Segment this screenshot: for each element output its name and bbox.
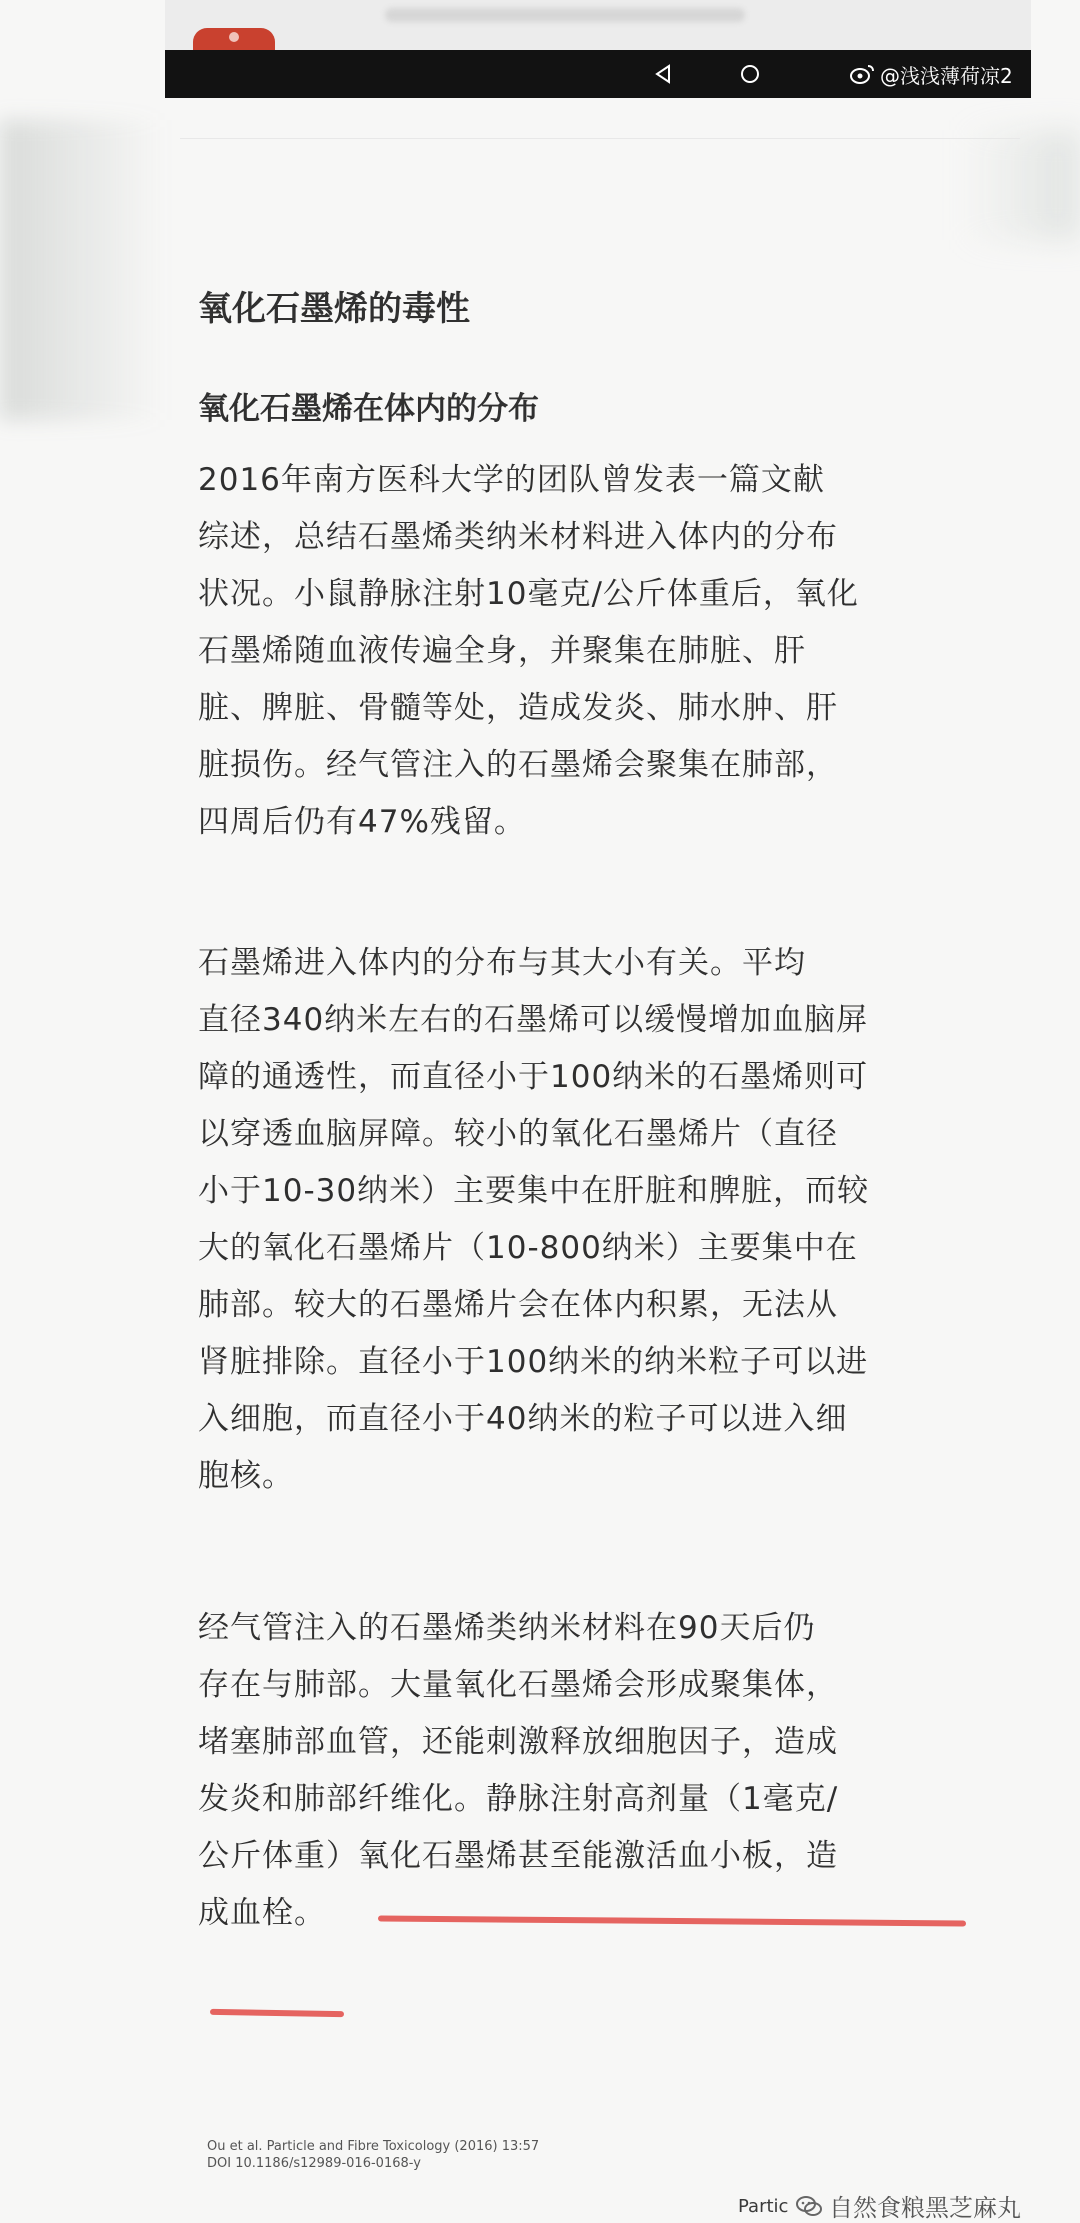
home-icon[interactable]	[738, 62, 762, 86]
top-preview-bar	[165, 0, 1031, 50]
weibo-icon	[848, 62, 876, 86]
article-title: 氧化石墨烯的毒性	[198, 288, 470, 329]
highlight-underline-2	[210, 2009, 344, 2017]
article-subtitle: 氧化石墨烯在体内的分布	[198, 390, 539, 427]
article-paragraph-1: 2016年南方医科大学的团队曾发表一篇文献 综述，总结石墨烯类纳米材料进入体内的分布 状况。小鼠静脉注射10毫克/公斤体重后，氧化 石墨烯随血液传遍全身，并聚集在肺脏、肝 脏、脾脏、骨髓等处，造成发炎、肺水肿、肝 脏损伤。经气管注入的石墨烯会聚集在肺部， 四周后仍有47%残留。	[198, 462, 859, 840]
citation-text: Ou et al. Particle and Fibre Toxicology (2016) 13:57 DOI 10.1186/s12989-016-0168-y	[207, 2139, 540, 2171]
content-divider	[180, 138, 1020, 139]
weibo-watermark-text: @浅浅薄荷凉2	[880, 63, 1013, 88]
weibo-watermark	[848, 60, 1013, 88]
left-shadow	[0, 120, 165, 420]
navigation-bar	[165, 50, 1031, 98]
account-watermark-text: 自然食粮黑芝麻丸	[829, 2194, 1021, 2222]
wechat-icon	[795, 2194, 823, 2218]
right-shadow	[962, 130, 1080, 240]
blurred-title	[385, 8, 745, 22]
article-paragraph-2: 石墨烯进入体内的分布与其大小有关。平均 直径340纳米左右的石墨烯可以缓慢增加血脑屏 障的通透性，而直径小于100纳米的石墨烯则可 以穿透血脑屏障。较小的氧化石墨烯片（直径 小于10-30纳米）主要集中在肝脏和脾脏，而较 大的氧化石墨烯片（10-800纳米）主要集中在 肺部。较大的石墨烯片会在体内积累，无法从 肾脏排除。直径小于100纳米的纳米粒子可以进 入细胞，而直径小于40纳米的粒子可以进入细 胞核。	[198, 945, 870, 1494]
journal-label: Partic	[738, 2196, 789, 2217]
article-paragraph-3: 经气管注入的石墨烯类纳米材料在90天后仍 存在与肺部。大量氧化石墨烯会形成聚集体， 堵塞肺部血管，还能刺激释放细胞因子，造成 发炎和肺部纤维化。静脉注射高剂量（1毫克/ 公斤体重）氧化石墨烯甚至能激活血小板，造 成血栓。	[198, 1610, 839, 1931]
account-watermark	[795, 2188, 1021, 2223]
back-icon[interactable]	[651, 62, 675, 86]
screenshot-header	[165, 0, 1031, 98]
